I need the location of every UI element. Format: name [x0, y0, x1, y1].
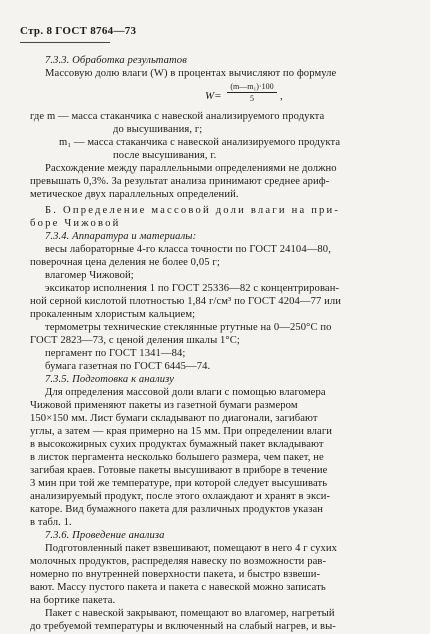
section-heading-7-3-3: 7.3.3. Обработка результатов	[45, 55, 187, 66]
section-heading-b: Б. Определение массовой доли влаги на при-	[45, 205, 341, 216]
text-line: каторе. Вид бумажного пакета для различных продуктов указан	[30, 504, 324, 515]
text-line: эксикатор исполнения 1 по ГОСТ 25336—82 с концентрирован-	[45, 283, 340, 294]
text-line: в табл. 1.	[30, 517, 72, 528]
text-line: после высушивания, г.	[113, 150, 217, 161]
section-heading-7-3-5: 7.3.5. Подготовка к анализу	[45, 374, 175, 385]
text-line: до высушивания, г;	[113, 124, 203, 135]
text-line: Для определения массовой доли влаги с помощью влагомера	[45, 387, 326, 398]
section-heading-7-3-6: 7.3.6. Проведение анализа	[45, 530, 165, 541]
text-line: поверочная цена деления не более 0,05 г;	[30, 257, 220, 268]
text-line: превышать 0,3%. За результат анализа принимают среднее ариф-	[30, 176, 330, 187]
text-line: Подготовленный пакет взвешивают, помещают в него 4 г сухих	[45, 543, 338, 554]
text-line: Расхождение между параллельными определениями не должно	[45, 163, 337, 174]
text-line: молочных продуктов, распределяя навеску по возможности рав-	[30, 556, 327, 567]
formula-lhs: W=	[205, 90, 222, 102]
text-line: m₁ — масса стаканчика с навеской анализируемого продукта	[59, 137, 341, 148]
text-line: до требуемой температуры и включенный на слабый нагрев, и вы-	[30, 621, 336, 632]
text-line: влагомер Чижовой;	[45, 270, 134, 281]
text-line: Массовую долю влаги (W) в процентах вычисляют по формуле	[45, 68, 337, 79]
text-line: Чижовой применяют пакеты из газетной бумаги размером	[30, 400, 298, 411]
text-line: углы, а затем — края примерно на 15 мм. При определении влаги	[30, 426, 333, 437]
text-line: метическое двух параллельных определений.	[30, 189, 239, 200]
text-line: 150×150 мм. Лист бумаги складывают по диагонали, загибают	[30, 413, 318, 424]
text-line: где m — масса стаканчика с навеской анализируемого продукта	[30, 111, 325, 122]
text-line: пергамент по ГОСТ 1341—84;	[45, 348, 186, 359]
formula-tail: ,	[280, 90, 283, 102]
text-line: анализируемый продукт, после этого охлаждают и хранят в экси-	[30, 491, 331, 502]
text-line: на бортике пакета.	[30, 595, 116, 606]
text-line: номерно по внутренней поверхности пакета, и быстро взвеши-	[30, 569, 321, 580]
text-line: ной серной кислотой плотностью 1,84 г/см³ по ГОСТ 4204—77 или	[30, 296, 342, 307]
text-line: термометры технические стеклянные ртутные на 0—250°С по	[45, 322, 332, 333]
page-header: Стр. 8 ГОСТ 8764—73	[20, 25, 137, 37]
formula-denominator: 5	[250, 94, 254, 103]
header-rule	[20, 42, 110, 43]
text-line: в высокожирных сухих продуктах бумажный пакет вкладывают	[30, 439, 324, 450]
text-line: загибая краев. Готовые пакеты высушивают в приборе в течение	[30, 465, 328, 476]
section-heading-b: боре Чижовой	[30, 218, 121, 229]
text-line: весы лабораторные 4-го класса точности по ГОСТ 24104—80,	[45, 244, 331, 255]
formula-numerator: (m—m₁)·100	[227, 82, 277, 93]
text-line: бумага газетная по ГОСТ 6445—74.	[45, 361, 211, 372]
text-line: в листок пергамента несколько большего размера, чем пакет, не	[30, 452, 324, 463]
section-heading-7-3-4: 7.3.4. Аппаратура и материалы:	[45, 231, 197, 242]
text-line: Пакет с навеской закрывают, помещают во влагомер, нагретый	[45, 608, 335, 619]
text-line: вают. Массу пустого пакета и пакета с навеской можно записать	[30, 582, 326, 593]
formula-fraction	[227, 82, 277, 103]
text-line: ГОСТ 2823—73, с ценой деления шкалы 1°С;	[30, 335, 240, 346]
text-line: прокаленным хлористым кальцием;	[30, 309, 196, 320]
text-line: 3 мин при той же температуре, при которой следует высушивать	[30, 478, 328, 489]
